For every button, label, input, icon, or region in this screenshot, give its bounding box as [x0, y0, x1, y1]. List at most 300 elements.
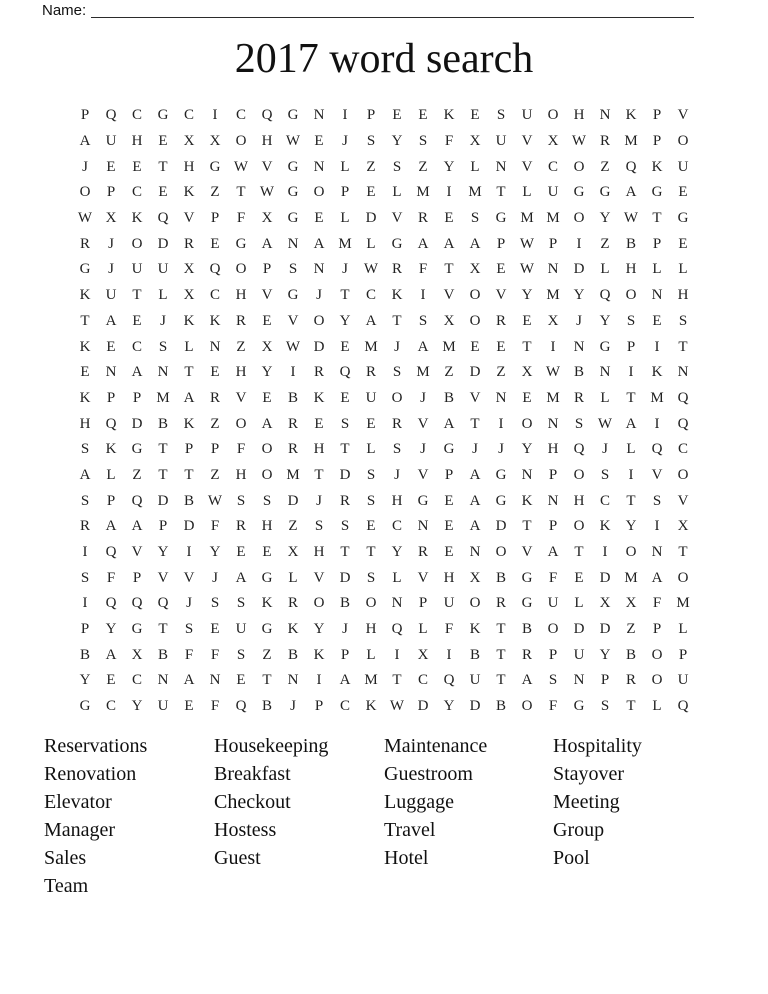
grid-letter: E	[522, 312, 532, 329]
grid-letter: D	[157, 492, 169, 509]
grid-letter: Y	[521, 287, 533, 304]
grid-letter: G	[157, 107, 169, 124]
grid-letter: V	[443, 287, 455, 304]
grid-letter: D	[365, 210, 377, 227]
grid-letter: C	[235, 107, 246, 124]
grid-letter: N	[209, 672, 221, 689]
puzzle-title: 2017 word search	[234, 36, 534, 82]
grid-letter: S	[496, 107, 506, 124]
grid-letter: J	[498, 441, 504, 458]
grid-letter: J	[576, 312, 582, 329]
grid-letter: Y	[443, 158, 455, 175]
grid-letter: I	[498, 415, 504, 432]
grid-letter: P	[652, 107, 662, 124]
grid-letter: Y	[313, 621, 325, 638]
grid-letter: A	[313, 235, 325, 252]
grid-letter: N	[547, 492, 559, 509]
grid-letter: Q	[677, 698, 689, 715]
grid-letter: H	[183, 158, 195, 175]
grid-letter: Q	[105, 595, 117, 612]
grid-letter: N	[157, 364, 169, 381]
grid-letter: E	[106, 672, 116, 689]
word-item: Housekeeping	[214, 734, 329, 757]
name-row	[42, 0, 768, 24]
grid-letter: H	[677, 287, 689, 304]
grid-letter: U	[469, 672, 481, 689]
grid-letter: J	[82, 158, 88, 175]
grid-letter: O	[469, 287, 481, 304]
grid-letter: K	[261, 595, 273, 612]
grid-letter: A	[443, 235, 455, 252]
grid-letter: S	[678, 312, 688, 329]
grid-letter: G	[235, 235, 247, 252]
grid-letter: T	[496, 184, 506, 201]
grid-letter: M	[676, 595, 690, 612]
grid-letter: E	[574, 569, 584, 586]
grid-letter: O	[313, 312, 325, 329]
grid-letter: D	[417, 698, 429, 715]
grid-letter: J	[420, 389, 426, 406]
grid-letter: E	[392, 107, 402, 124]
grid-letter: A	[469, 466, 481, 483]
grid-letter: O	[547, 107, 559, 124]
grid-letter: V	[131, 544, 143, 561]
grid-letter: Y	[625, 518, 637, 535]
grid-letter: Q	[209, 261, 221, 278]
grid-letter: B	[287, 646, 298, 663]
grid-letter: M	[364, 672, 378, 689]
grid-letter: W	[597, 415, 613, 432]
grid-letter: N	[313, 107, 325, 124]
grid-letter: L	[340, 210, 350, 227]
grid-letter: G	[677, 210, 689, 227]
grid-letter: V	[157, 569, 169, 586]
grid-letter: B	[183, 492, 194, 509]
word-item: Renovation	[44, 762, 137, 785]
grid-letter: C	[391, 518, 402, 535]
grid-letter: H	[625, 261, 637, 278]
grid-letter: L	[392, 569, 402, 586]
grid-letter: O	[573, 518, 585, 535]
grid-letter: O	[651, 646, 663, 663]
grid-letter: E	[314, 415, 324, 432]
grid-letter: E	[444, 518, 454, 535]
grid-letter: U	[365, 389, 377, 406]
grid-letter: Y	[157, 544, 169, 561]
grid-letter: R	[235, 312, 246, 329]
grid-letter: A	[131, 364, 143, 381]
grid-letter: B	[79, 646, 90, 663]
word-item: Group	[553, 818, 605, 841]
grid-letter: J	[186, 595, 192, 612]
grid-letter: D	[131, 415, 143, 432]
grid-letter: O	[521, 698, 533, 715]
grid-letter: G	[521, 595, 533, 612]
grid-letter: G	[287, 184, 299, 201]
grid-letter: E	[444, 492, 454, 509]
grid-letter: T	[496, 672, 506, 689]
grid-letter: S	[288, 261, 298, 278]
grid-letter: V	[469, 389, 481, 406]
grid-letter: W	[285, 133, 301, 150]
grid-letter: D	[573, 261, 585, 278]
grid-letter: T	[158, 441, 168, 458]
grid-letter: T	[314, 466, 324, 483]
word-item: Pool	[553, 846, 590, 869]
word-item: Reservations	[44, 734, 148, 757]
grid-letter: Y	[391, 133, 403, 150]
word-item: Meeting	[553, 790, 620, 813]
grid-letter: U	[105, 287, 117, 304]
grid-letter: O	[495, 544, 507, 561]
grid-letter: S	[392, 364, 402, 381]
grid-letter: X	[625, 595, 637, 612]
grid-letter: O	[391, 389, 403, 406]
grid-letter: K	[651, 158, 663, 175]
grid-letter: V	[677, 107, 689, 124]
grid-letter: I	[186, 544, 192, 561]
grid-letter: J	[472, 441, 478, 458]
word-item: Manager	[44, 818, 116, 841]
grid-letter: T	[340, 544, 350, 561]
grid-letter: G	[495, 466, 507, 483]
grid-letter: S	[366, 133, 376, 150]
grid-letter: P	[496, 235, 506, 252]
grid-letter: P	[548, 466, 558, 483]
grid-letter: B	[443, 389, 454, 406]
grid-letter: O	[79, 184, 91, 201]
grid-letter: I	[420, 287, 426, 304]
grid-letter: K	[469, 621, 481, 638]
grid-letter: T	[366, 544, 376, 561]
grid-letter: O	[313, 595, 325, 612]
grid-letter: S	[600, 466, 610, 483]
grid-letter: A	[625, 184, 637, 201]
grid-letter: N	[573, 338, 585, 355]
grid-letter: G	[573, 698, 585, 715]
grid-letter: D	[469, 698, 481, 715]
grid-letter: K	[365, 698, 377, 715]
grid-letter: U	[677, 158, 689, 175]
grid-letter: O	[625, 287, 637, 304]
grid-letter: K	[105, 441, 117, 458]
grid-letter: W	[519, 261, 535, 278]
grid-letter: M	[546, 287, 560, 304]
grid-letter: H	[573, 492, 585, 509]
grid-letter: N	[599, 107, 611, 124]
grid-letter: I	[654, 518, 660, 535]
grid-letter: Y	[131, 698, 143, 715]
grid-letter: G	[287, 210, 299, 227]
grid-letter: T	[184, 466, 194, 483]
grid-letter: R	[391, 261, 402, 278]
grid-letter: G	[573, 184, 585, 201]
grid-letter: T	[652, 210, 662, 227]
grid-letter: M	[624, 133, 638, 150]
grid-letter: B	[157, 415, 168, 432]
grid-letter: S	[340, 518, 350, 535]
grid-letter: M	[286, 466, 300, 483]
grid-letter: M	[546, 389, 560, 406]
grid-letter: T	[678, 544, 688, 561]
grid-letter: A	[105, 312, 117, 329]
grid-letter: B	[521, 621, 532, 638]
grid-letter: G	[79, 261, 91, 278]
grid-letter: P	[548, 235, 558, 252]
grid-letter: P	[600, 672, 610, 689]
grid-letter: N	[313, 261, 325, 278]
grid-letter: Z	[210, 466, 220, 483]
grid-letter: G	[131, 621, 143, 638]
grid-letter: Y	[599, 312, 611, 329]
grid-letter: L	[106, 466, 116, 483]
grid-letter: S	[600, 698, 610, 715]
grid-letter: X	[287, 544, 299, 561]
grid-letter: V	[495, 287, 507, 304]
grid-letter: O	[235, 133, 247, 150]
grid-letter: P	[418, 595, 428, 612]
grid-letter: D	[287, 492, 299, 509]
grid-letter: C	[131, 672, 142, 689]
grid-letter: I	[316, 672, 322, 689]
grid-letter: T	[626, 389, 636, 406]
grid-letter: N	[573, 672, 585, 689]
grid-letter: J	[212, 569, 218, 586]
grid-letter: R	[417, 544, 428, 561]
grid-letter: K	[183, 415, 195, 432]
grid-letter: R	[339, 492, 350, 509]
word-item: Stayover	[553, 762, 625, 785]
grid-letter: X	[261, 338, 273, 355]
grid-letter: Q	[625, 158, 637, 175]
grid-letter: R	[79, 518, 90, 535]
grid-letter: V	[521, 544, 533, 561]
grid-letter: E	[496, 338, 506, 355]
grid-letter: T	[496, 621, 506, 638]
grid-letter: L	[184, 338, 194, 355]
grid-letter: W	[545, 364, 561, 381]
grid-letter: E	[132, 158, 142, 175]
grid-letter: H	[313, 441, 325, 458]
grid-letter: R	[313, 364, 324, 381]
grid-letter: R	[599, 133, 610, 150]
grid-letter: H	[79, 415, 91, 432]
grid-letter: D	[573, 621, 585, 638]
grid-letter: K	[287, 621, 299, 638]
grid-letter: E	[366, 415, 376, 432]
grid-letter: U	[235, 621, 247, 638]
grid-letter: E	[236, 672, 246, 689]
grid-letter: T	[522, 338, 532, 355]
grid-letter: E	[444, 210, 454, 227]
grid-letter: J	[290, 698, 296, 715]
grid-letter: R	[391, 415, 402, 432]
grid-letter: I	[654, 415, 660, 432]
grid-letter: I	[602, 544, 608, 561]
grid-letter: T	[574, 544, 584, 561]
grid-letter: W	[519, 235, 535, 252]
grid-letter: G	[287, 107, 299, 124]
grid-letter: C	[209, 287, 220, 304]
grid-letter: Z	[132, 466, 142, 483]
word-item: Luggage	[384, 790, 454, 813]
grid-letter: O	[261, 441, 273, 458]
grid-letter: Z	[600, 235, 610, 252]
grid-letter: O	[677, 569, 689, 586]
grid-letter: V	[677, 492, 689, 509]
grid-letter: O	[469, 595, 481, 612]
grid-letter: B	[495, 698, 506, 715]
grid-letter: E	[262, 312, 272, 329]
grid-letter: D	[495, 518, 507, 535]
grid-letter: P	[80, 107, 90, 124]
grid-letter: S	[80, 441, 90, 458]
grid-letter: T	[340, 441, 350, 458]
grid-letter: I	[82, 544, 88, 561]
grid-letter: P	[314, 698, 324, 715]
grid-letter: V	[391, 210, 403, 227]
grid-letter: T	[262, 672, 272, 689]
grid-letter: E	[314, 210, 324, 227]
grid-letter: E	[470, 107, 480, 124]
grid-letter: F	[210, 698, 220, 715]
grid-letter: R	[79, 235, 90, 252]
grid-letter: E	[522, 389, 532, 406]
grid-letter: A	[183, 389, 195, 406]
grid-letter: N	[391, 595, 403, 612]
grid-letter: P	[210, 441, 220, 458]
grid-letter: X	[105, 210, 117, 227]
grid-letter: O	[313, 184, 325, 201]
grid-letter: T	[158, 158, 168, 175]
grid-letter: C	[365, 287, 376, 304]
grid-letter: P	[678, 646, 688, 663]
grid-letter: T	[158, 466, 168, 483]
grid-letter: O	[547, 621, 559, 638]
grid-letter: K	[313, 646, 325, 663]
grid-letter: W	[77, 210, 93, 227]
grid-letter: V	[521, 158, 533, 175]
grid-letter: Y	[573, 287, 585, 304]
grid-letter: A	[105, 646, 117, 663]
grid-letter: X	[599, 595, 611, 612]
grid-letter: M	[624, 569, 638, 586]
grid-letter: N	[469, 544, 481, 561]
grid-letter: S	[80, 492, 90, 509]
grid-letter: D	[469, 364, 481, 381]
grid-letter: P	[340, 184, 350, 201]
grid-letter: H	[313, 544, 325, 561]
grid-letter: Q	[599, 287, 611, 304]
grid-letter: L	[366, 441, 376, 458]
grid-letter: Q	[105, 415, 117, 432]
grid-letter: E	[678, 184, 688, 201]
grid-letter: O	[677, 133, 689, 150]
grid-letter: B	[339, 595, 350, 612]
grid-letter: A	[235, 569, 247, 586]
grid-letter: D	[339, 569, 351, 586]
word-search-grid	[72, 103, 696, 720]
grid-letter: S	[340, 415, 350, 432]
grid-letter: Q	[261, 107, 273, 124]
grid-letter: I	[82, 595, 88, 612]
grid-letter: B	[573, 364, 584, 381]
grid-letter: A	[131, 518, 143, 535]
grid-letter: S	[314, 518, 324, 535]
name-blank-line	[91, 3, 694, 18]
grid-letter: W	[389, 698, 405, 715]
grid-letter: W	[623, 210, 639, 227]
grid-letter: S	[236, 492, 246, 509]
grid-letter: E	[262, 544, 272, 561]
grid-letter: E	[210, 364, 220, 381]
grid-letter: M	[156, 389, 170, 406]
grid-letter: V	[235, 389, 247, 406]
grid-letter: O	[235, 261, 247, 278]
grid-letter: A	[417, 338, 429, 355]
grid-letter: L	[600, 389, 610, 406]
grid-letter: B	[625, 646, 636, 663]
grid-letter: W	[233, 158, 249, 175]
grid-letter: O	[625, 544, 637, 561]
grid-letter: J	[394, 338, 400, 355]
grid-letter: D	[599, 569, 611, 586]
grid-letter: E	[262, 389, 272, 406]
grid-letter: V	[261, 158, 273, 175]
grid-letter: E	[106, 158, 116, 175]
grid-letter: J	[342, 261, 348, 278]
grid-letter: P	[444, 466, 454, 483]
grid-letter: L	[392, 184, 402, 201]
grid-letter: R	[417, 210, 428, 227]
grid-letter: H	[443, 569, 455, 586]
grid-letter: S	[574, 415, 584, 432]
grid-letter: P	[262, 261, 272, 278]
grid-letter: Z	[496, 364, 506, 381]
grid-letter: P	[652, 235, 662, 252]
grid-letter: N	[313, 158, 325, 175]
grid-letter: U	[157, 698, 169, 715]
grid-letter: N	[287, 235, 299, 252]
grid-letter: G	[651, 184, 663, 201]
grid-letter: M	[416, 364, 430, 381]
grid-letter: R	[495, 312, 506, 329]
grid-letter: N	[495, 389, 507, 406]
grid-letter: U	[547, 595, 559, 612]
grid-letter: U	[495, 133, 507, 150]
grid-letter: L	[366, 646, 376, 663]
grid-letter: V	[521, 133, 533, 150]
grid-letter: V	[287, 312, 299, 329]
grid-letter: K	[443, 107, 455, 124]
grid-letter: N	[547, 261, 559, 278]
grid-letter: Y	[209, 544, 221, 561]
grid-letter: B	[625, 235, 636, 252]
grid-letter: K	[79, 287, 91, 304]
grid-letter: D	[339, 466, 351, 483]
grid-letter: S	[210, 595, 220, 612]
grid-letter: C	[183, 107, 194, 124]
word-item: Team	[44, 874, 89, 897]
grid-letter: I	[446, 646, 452, 663]
grid-letter: E	[314, 133, 324, 150]
grid-letter: K	[625, 107, 637, 124]
grid-letter: X	[677, 518, 689, 535]
grid-letter: E	[184, 698, 194, 715]
grid-letter: M	[338, 235, 352, 252]
grid-letter: E	[106, 338, 116, 355]
grid-letter: V	[183, 210, 195, 227]
